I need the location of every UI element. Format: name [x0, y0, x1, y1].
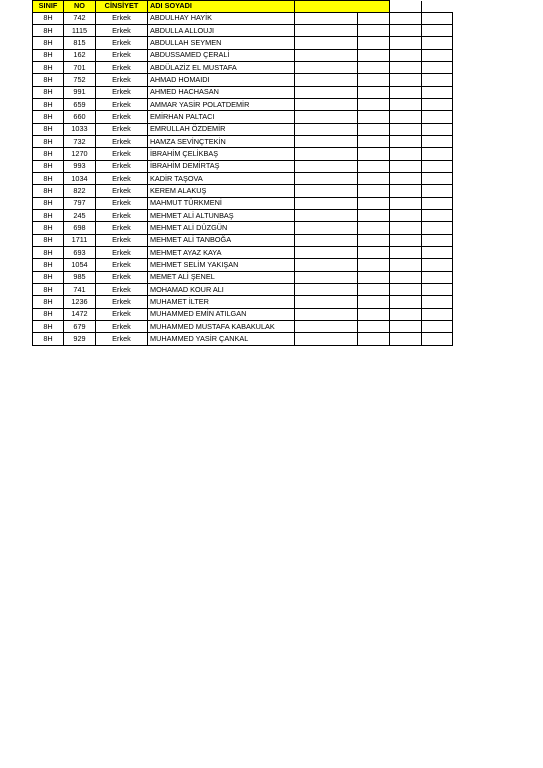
table-row	[33, 24, 453, 36]
gender-cell: Erkek	[96, 234, 148, 246]
student-name-cell: MUHAMMED YASİR ÇANKAL	[148, 333, 295, 345]
header-blank-cell	[390, 1, 422, 13]
empty-cell	[358, 61, 390, 73]
empty-cell	[358, 321, 390, 333]
table-row	[33, 148, 453, 160]
empty-cell	[390, 333, 422, 345]
empty-cell	[422, 210, 453, 222]
empty-cell	[390, 24, 422, 36]
empty-cell	[422, 160, 453, 172]
student-name-cell: MEHMET SELİM YAKIŞAN	[148, 259, 295, 271]
empty-cell	[295, 308, 358, 320]
student-no-cell: 985	[64, 271, 96, 283]
table-row	[33, 49, 453, 61]
empty-cell	[295, 296, 358, 308]
class-list-table	[32, 0, 453, 346]
empty-cell	[295, 284, 358, 296]
header-class: SINIF	[33, 1, 64, 13]
table-row	[33, 247, 453, 259]
gender-cell: Erkek	[96, 86, 148, 98]
student-name-cell: EMİRHAN PALTACI	[148, 111, 295, 123]
student-no-cell: 1236	[64, 296, 96, 308]
gender-cell: Erkek	[96, 74, 148, 86]
empty-cell	[295, 210, 358, 222]
student-name-cell: İBRAHİM DEMİRTAŞ	[148, 160, 295, 172]
empty-cell	[422, 148, 453, 160]
student-no-cell: 162	[64, 49, 96, 61]
table-row	[33, 12, 453, 24]
empty-cell	[358, 74, 390, 86]
gender-cell: Erkek	[96, 210, 148, 222]
empty-cell	[422, 308, 453, 320]
gender-cell: Erkek	[96, 123, 148, 135]
class-cell: 8H	[33, 12, 64, 24]
gender-cell: Erkek	[96, 172, 148, 184]
gender-cell: Erkek	[96, 284, 148, 296]
gender-cell: Erkek	[96, 222, 148, 234]
empty-cell	[422, 271, 453, 283]
gender-cell: Erkek	[96, 333, 148, 345]
student-no-cell: 752	[64, 74, 96, 86]
class-cell: 8H	[33, 74, 64, 86]
student-name-cell: ABDUSSAMED ÇERALİ	[148, 49, 295, 61]
empty-cell	[358, 234, 390, 246]
empty-cell	[295, 197, 358, 209]
empty-cell	[422, 74, 453, 86]
empty-cell	[422, 86, 453, 98]
empty-cell	[422, 61, 453, 73]
empty-cell	[295, 160, 358, 172]
header-row	[33, 1, 453, 13]
gender-cell: Erkek	[96, 296, 148, 308]
student-name-cell: ABDULHAY HAYİK	[148, 12, 295, 24]
student-name-cell: KADİR TAŞOVA	[148, 172, 295, 184]
empty-cell	[390, 61, 422, 73]
class-cell: 8H	[33, 24, 64, 36]
empty-cell	[295, 259, 358, 271]
student-name-cell: MUHAMMED MUSTAFA KABAKULAK	[148, 321, 295, 333]
class-cell: 8H	[33, 185, 64, 197]
empty-cell	[358, 37, 390, 49]
gender-cell: Erkek	[96, 24, 148, 36]
empty-cell	[390, 308, 422, 320]
gender-cell: Erkek	[96, 259, 148, 271]
student-no-cell: 245	[64, 210, 96, 222]
student-no-cell: 929	[64, 333, 96, 345]
table-row	[33, 321, 453, 333]
empty-cell	[358, 86, 390, 98]
empty-cell	[358, 210, 390, 222]
empty-cell	[295, 24, 358, 36]
empty-cell	[358, 271, 390, 283]
table-row	[33, 86, 453, 98]
empty-cell	[390, 37, 422, 49]
table-row	[33, 197, 453, 209]
gender-cell: Erkek	[96, 98, 148, 110]
empty-cell	[358, 259, 390, 271]
empty-cell	[295, 111, 358, 123]
student-name-cell: MEMET ALİ ŞENEL	[148, 271, 295, 283]
empty-cell	[358, 333, 390, 345]
gender-cell: Erkek	[96, 12, 148, 24]
student-no-cell: 1472	[64, 308, 96, 320]
empty-cell	[358, 49, 390, 61]
student-no-cell: 741	[64, 284, 96, 296]
class-cell: 8H	[33, 284, 64, 296]
class-cell: 8H	[33, 222, 64, 234]
gender-cell: Erkek	[96, 135, 148, 147]
class-cell: 8H	[33, 61, 64, 73]
empty-cell	[390, 49, 422, 61]
empty-cell	[295, 74, 358, 86]
student-no-cell: 660	[64, 111, 96, 123]
student-name-cell: ABDULLAH SEYMEN	[148, 37, 295, 49]
empty-cell	[390, 197, 422, 209]
class-cell: 8H	[33, 197, 64, 209]
class-cell: 8H	[33, 210, 64, 222]
table-row	[33, 123, 453, 135]
empty-cell	[390, 111, 422, 123]
empty-cell	[422, 123, 453, 135]
class-cell: 8H	[33, 148, 64, 160]
empty-cell	[422, 135, 453, 147]
empty-cell	[390, 296, 422, 308]
empty-cell	[295, 135, 358, 147]
empty-cell	[422, 247, 453, 259]
empty-cell	[390, 160, 422, 172]
table-row	[33, 185, 453, 197]
student-name-cell: MEHMET ALİ DÜZGÜN	[148, 222, 295, 234]
student-no-cell: 701	[64, 61, 96, 73]
student-no-cell: 1054	[64, 259, 96, 271]
empty-cell	[390, 86, 422, 98]
student-no-cell: 732	[64, 135, 96, 147]
table-row	[33, 308, 453, 320]
student-name-cell: EMRULLAH ÖZDEMİR	[148, 123, 295, 135]
empty-cell	[295, 148, 358, 160]
empty-cell	[390, 148, 422, 160]
class-cell: 8H	[33, 98, 64, 110]
empty-cell	[390, 172, 422, 184]
gender-cell: Erkek	[96, 247, 148, 259]
empty-cell	[390, 234, 422, 246]
empty-cell	[390, 321, 422, 333]
empty-cell	[358, 222, 390, 234]
header-highlight-cell	[295, 1, 390, 13]
empty-cell	[390, 123, 422, 135]
student-name-cell: KEREM ALAKUŞ	[148, 185, 295, 197]
class-cell: 8H	[33, 321, 64, 333]
table-row	[33, 259, 453, 271]
header-name: ADI SOYADI	[148, 1, 295, 13]
student-no-cell: 991	[64, 86, 96, 98]
student-name-cell: MEHMET AYAZ KAYA	[148, 247, 295, 259]
empty-cell	[422, 296, 453, 308]
empty-cell	[422, 185, 453, 197]
student-name-cell: ABDULLA ALLOUJI	[148, 24, 295, 36]
table-row	[33, 234, 453, 246]
student-no-cell: 993	[64, 160, 96, 172]
empty-cell	[295, 37, 358, 49]
empty-cell	[422, 37, 453, 49]
class-cell: 8H	[33, 111, 64, 123]
table-row	[33, 160, 453, 172]
empty-cell	[295, 61, 358, 73]
empty-cell	[422, 284, 453, 296]
empty-cell	[390, 222, 422, 234]
empty-cell	[422, 24, 453, 36]
empty-cell	[295, 222, 358, 234]
table-row	[33, 222, 453, 234]
empty-cell	[390, 271, 422, 283]
student-name-cell: MUHAMMED EMİN ATILGAN	[148, 308, 295, 320]
table-row	[33, 135, 453, 147]
class-cell: 8H	[33, 49, 64, 61]
gender-cell: Erkek	[96, 111, 148, 123]
empty-cell	[358, 247, 390, 259]
gender-cell: Erkek	[96, 308, 148, 320]
empty-cell	[358, 24, 390, 36]
empty-cell	[358, 123, 390, 135]
empty-cell	[390, 284, 422, 296]
empty-cell	[358, 160, 390, 172]
empty-cell	[295, 271, 358, 283]
empty-cell	[295, 234, 358, 246]
gender-cell: Erkek	[96, 185, 148, 197]
student-name-cell: HAMZA SEVİNÇTEKİN	[148, 135, 295, 147]
class-cell: 8H	[33, 333, 64, 345]
student-no-cell: 815	[64, 37, 96, 49]
empty-cell	[390, 259, 422, 271]
empty-cell	[358, 185, 390, 197]
student-name-cell: AHMED HACHASAN	[148, 86, 295, 98]
empty-cell	[358, 111, 390, 123]
gender-cell: Erkek	[96, 271, 148, 283]
empty-cell	[358, 148, 390, 160]
table-row	[33, 210, 453, 222]
gender-cell: Erkek	[96, 321, 148, 333]
student-name-cell: MEHMET ALİ TANBOĞA	[148, 234, 295, 246]
header-no: NO	[64, 1, 96, 13]
empty-cell	[295, 333, 358, 345]
empty-cell	[358, 284, 390, 296]
table-row	[33, 271, 453, 283]
class-cell: 8H	[33, 135, 64, 147]
gender-cell: Erkek	[96, 61, 148, 73]
student-no-cell: 1033	[64, 123, 96, 135]
gender-cell: Erkek	[96, 37, 148, 49]
empty-cell	[390, 135, 422, 147]
student-no-cell: 1115	[64, 24, 96, 36]
empty-cell	[422, 111, 453, 123]
empty-cell	[422, 12, 453, 24]
table-row	[33, 37, 453, 49]
header-gender: CİNSİYET	[96, 1, 148, 13]
empty-cell	[422, 197, 453, 209]
table-row	[33, 333, 453, 345]
table-row	[33, 61, 453, 73]
empty-cell	[422, 49, 453, 61]
gender-cell: Erkek	[96, 49, 148, 61]
student-no-cell: 742	[64, 12, 96, 24]
header-blank-cell	[422, 1, 453, 13]
student-name-cell: MEHMET ALİ ALTUNBAŞ	[148, 210, 295, 222]
table-row	[33, 74, 453, 86]
class-cell: 8H	[33, 160, 64, 172]
class-cell: 8H	[33, 296, 64, 308]
student-no-cell: 698	[64, 222, 96, 234]
table-row	[33, 172, 453, 184]
student-name-cell: MUHAMET İLTER	[148, 296, 295, 308]
student-no-cell: 693	[64, 247, 96, 259]
gender-cell: Erkek	[96, 197, 148, 209]
empty-cell	[422, 172, 453, 184]
student-no-cell: 679	[64, 321, 96, 333]
empty-cell	[422, 259, 453, 271]
student-no-cell: 822	[64, 185, 96, 197]
empty-cell	[295, 12, 358, 24]
class-cell: 8H	[33, 271, 64, 283]
empty-cell	[295, 123, 358, 135]
empty-cell	[295, 98, 358, 110]
gender-cell: Erkek	[96, 148, 148, 160]
empty-cell	[358, 197, 390, 209]
empty-cell	[358, 308, 390, 320]
empty-cell	[390, 185, 422, 197]
table-row	[33, 98, 453, 110]
class-list-body	[33, 1, 453, 346]
class-cell: 8H	[33, 247, 64, 259]
student-name-cell: İBRAHİM ÇELİKBAŞ	[148, 148, 295, 160]
empty-cell	[295, 172, 358, 184]
empty-cell	[358, 98, 390, 110]
student-name-cell: ABDÜLAZİZ EL MUSTAFA	[148, 61, 295, 73]
class-cell: 8H	[33, 259, 64, 271]
empty-cell	[390, 247, 422, 259]
empty-cell	[422, 234, 453, 246]
empty-cell	[422, 321, 453, 333]
gender-cell: Erkek	[96, 160, 148, 172]
student-name-cell: MAHMUT TÜRKMENİ	[148, 197, 295, 209]
empty-cell	[358, 172, 390, 184]
empty-cell	[390, 12, 422, 24]
empty-cell	[390, 210, 422, 222]
student-name-cell: MOHAMAD KOUR ALI	[148, 284, 295, 296]
empty-cell	[295, 86, 358, 98]
student-no-cell: 1711	[64, 234, 96, 246]
table-row	[33, 111, 453, 123]
empty-cell	[358, 135, 390, 147]
empty-cell	[295, 247, 358, 259]
student-no-cell: 1034	[64, 172, 96, 184]
student-no-cell: 797	[64, 197, 96, 209]
class-cell: 8H	[33, 37, 64, 49]
class-cell: 8H	[33, 234, 64, 246]
student-no-cell: 1270	[64, 148, 96, 160]
empty-cell	[295, 49, 358, 61]
empty-cell	[422, 98, 453, 110]
empty-cell	[422, 222, 453, 234]
empty-cell	[295, 321, 358, 333]
class-cell: 8H	[33, 308, 64, 320]
table-row	[33, 296, 453, 308]
empty-cell	[295, 185, 358, 197]
empty-cell	[390, 98, 422, 110]
empty-cell	[358, 296, 390, 308]
student-name-cell: AHMAD HOMAIDI	[148, 74, 295, 86]
empty-cell	[390, 74, 422, 86]
class-cell: 8H	[33, 123, 64, 135]
empty-cell	[358, 12, 390, 24]
class-cell: 8H	[33, 172, 64, 184]
student-name-cell: AMMAR YASİR POLATDEMİR	[148, 98, 295, 110]
table-row	[33, 284, 453, 296]
class-cell: 8H	[33, 86, 64, 98]
empty-cell	[422, 333, 453, 345]
student-no-cell: 659	[64, 98, 96, 110]
